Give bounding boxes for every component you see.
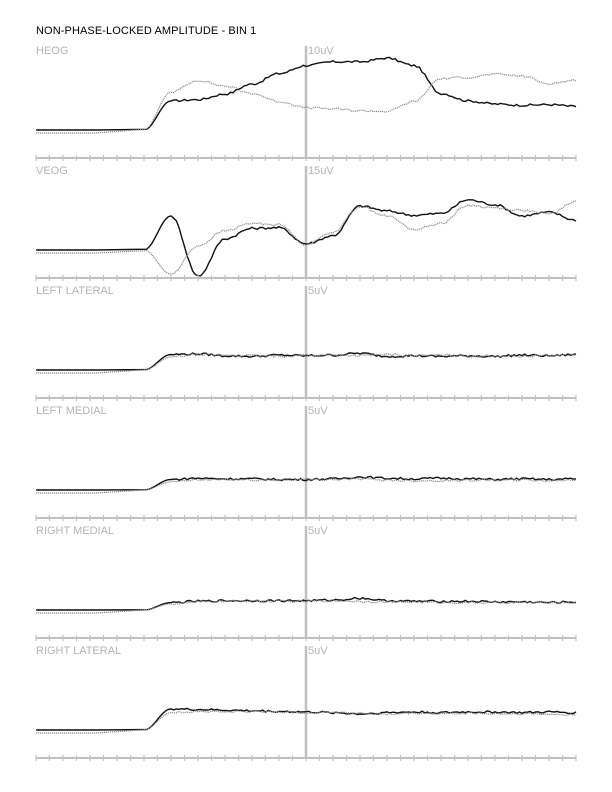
scale-label: 5uV	[308, 645, 328, 657]
time-axis-4	[36, 635, 576, 641]
time-axis-2	[36, 395, 576, 401]
channel-label: LEFT MEDIAL	[36, 405, 107, 417]
panel-right-lateral	[36, 645, 576, 758]
channel-label: LEFT LATERAL	[36, 285, 114, 297]
scale-label: 15uV	[308, 165, 334, 177]
channel-label: HEOG	[36, 45, 69, 57]
time-axis-0	[36, 155, 576, 161]
time-axis-3	[36, 515, 576, 521]
figure-title: NON-PHASE-LOCKED AMPLITUDE - BIN 1	[36, 25, 257, 37]
time-axis-5	[36, 755, 576, 761]
panel-heog	[36, 45, 576, 158]
scale-label: 5uV	[308, 405, 328, 417]
time-axis-1	[36, 275, 576, 281]
channel-label: VEOG	[36, 165, 68, 177]
panel-right-medial	[36, 525, 576, 638]
scale-label: 5uV	[308, 285, 328, 297]
channel-label: RIGHT MEDIAL	[36, 525, 115, 537]
panel-left-medial	[36, 405, 576, 518]
panel-left-lateral	[36, 285, 576, 398]
scale-label: 5uV	[308, 525, 328, 537]
panel-veog	[36, 165, 576, 278]
channel-label: RIGHT LATERAL	[36, 645, 122, 657]
scale-label: 10uV	[308, 45, 334, 57]
